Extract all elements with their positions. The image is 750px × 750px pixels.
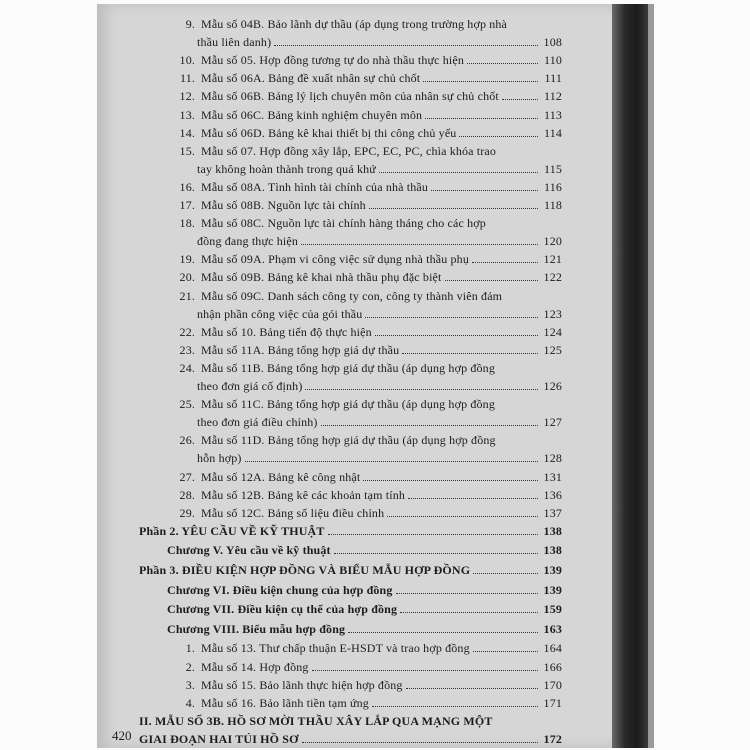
toc-entry-number: 25. bbox=[179, 397, 195, 412]
toc-entry-line bbox=[167, 622, 562, 637]
toc-page-number: 113 bbox=[543, 107, 562, 122]
toc-entry-line bbox=[173, 270, 562, 285]
dot-leader bbox=[408, 498, 538, 499]
toc-entry-title: Mẫu số 06B. Bảng lý lịch chuyên môn của nhân sự chủ chốt bbox=[201, 89, 499, 104]
dot-leader bbox=[459, 136, 538, 137]
toc-entry-line bbox=[167, 602, 562, 617]
toc-entry-number: 20. bbox=[179, 270, 195, 285]
toc-entry-line bbox=[173, 433, 496, 448]
toc-entry-title: Mẫu số 06C. Bảng kinh nghiệm chuyên môn bbox=[201, 107, 423, 122]
toc-entry-title: Mẫu số 10. Bảng tiến độ thực hiện bbox=[201, 324, 372, 339]
book-spine-shadow bbox=[612, 4, 648, 748]
toc-entry-line bbox=[197, 415, 562, 430]
toc-entry-title: Mẫu số 09C. Danh sách công ty con, công ty thành viên đảm bbox=[201, 288, 503, 303]
toc-entry-line bbox=[173, 325, 562, 340]
toc-entry-line bbox=[197, 451, 562, 466]
dot-leader bbox=[425, 118, 538, 119]
toc-entry-title: đồng đang thực hiện bbox=[197, 234, 299, 249]
toc-entry-title: Mẫu số 15. Bảo lãnh thực hiện hợp đồng bbox=[201, 677, 403, 692]
dot-leader bbox=[348, 632, 538, 633]
toc-entry-number: 28. bbox=[179, 487, 195, 502]
toc-entry-line bbox=[167, 583, 562, 598]
dot-leader bbox=[445, 280, 538, 281]
toc-entry-line bbox=[173, 641, 562, 656]
toc-entry-number: 19. bbox=[179, 252, 195, 267]
toc-entry-title: Chương VIII. Biểu mẫu hợp đồng bbox=[167, 621, 346, 636]
toc-entry-title: Mẫu số 06A. Bảng đề xuất nhân sự chủ chốt bbox=[201, 71, 421, 86]
dot-leader bbox=[321, 425, 538, 426]
toc-entry-number: 11. bbox=[179, 71, 195, 86]
toc-entry-title: Mẫu số 11B. Bảng tổng hợp giá dự thầu (áp dụng hợp đồng bbox=[201, 360, 495, 375]
toc-entry-number: 13. bbox=[179, 107, 195, 122]
dot-leader bbox=[369, 208, 538, 209]
toc-entry-title: Mẫu số 12C. Bảng số liệu điều chỉnh bbox=[201, 505, 385, 520]
toc-page-number: 136 bbox=[543, 487, 562, 502]
toc-entry-title: nhận phần công việc của gói thầu bbox=[197, 306, 363, 321]
toc-page-number: 125 bbox=[543, 342, 562, 357]
dot-leader bbox=[328, 534, 538, 535]
dot-leader bbox=[423, 81, 538, 82]
toc-entry-line bbox=[173, 343, 562, 358]
toc-entry-number: 21. bbox=[179, 288, 195, 303]
toc-entry-line bbox=[173, 397, 495, 412]
toc-entry-number: 26. bbox=[179, 433, 195, 448]
toc-entry-line bbox=[197, 307, 562, 322]
toc-page-number: 127 bbox=[543, 415, 562, 430]
toc-entry-number: 18. bbox=[179, 216, 195, 231]
toc-page-number: 116 bbox=[543, 179, 562, 194]
dot-leader bbox=[473, 651, 538, 652]
toc-page-number: 118 bbox=[543, 198, 562, 212]
toc-entry-title: Mẫu số 12A. Bảng kê công nhật bbox=[201, 469, 361, 484]
dot-leader bbox=[472, 262, 538, 263]
toc-page-number: 170 bbox=[543, 677, 562, 692]
toc-entry-line bbox=[173, 678, 562, 693]
toc-page-number: 137 bbox=[543, 505, 562, 520]
page-number: 420 bbox=[112, 728, 132, 743]
toc-entry-title: GIAI ĐOẠN HAI TÚI HỒ SƠ bbox=[139, 731, 299, 746]
toc-entry-line bbox=[173, 89, 562, 104]
toc-entry-line bbox=[173, 470, 562, 485]
dot-leader bbox=[365, 317, 538, 318]
toc-entry-title: Mẫu số 05. Hợp đồng tương tự do nhà thầu thực hiện bbox=[201, 53, 465, 68]
toc-entry-number: 15. bbox=[179, 143, 195, 158]
toc-entry-line bbox=[197, 35, 562, 50]
toc-entry-number: 9. bbox=[185, 17, 195, 31]
toc-entry-title: theo đơn giá cố định) bbox=[197, 379, 303, 393]
toc-entry-line bbox=[173, 696, 562, 711]
toc-entry-number: 1. bbox=[185, 641, 195, 656]
dot-leader bbox=[431, 190, 538, 191]
dot-leader bbox=[245, 461, 538, 462]
toc-page-number: 164 bbox=[543, 641, 562, 656]
page-edges bbox=[648, 4, 654, 748]
toc-entry-title: Mẫu số 13. Thư chấp thuận E-HSDT và trao hợp đồng bbox=[201, 641, 470, 656]
toc-entry-number: 22. bbox=[179, 324, 195, 339]
toc-entry-title: Mẫu số 08A. Tình hình tài chính của nhà thầu bbox=[201, 179, 429, 194]
toc-entry-title: Mẫu số 06D. Bảng kê khai thiết bị thi công chủ yếu bbox=[201, 125, 457, 140]
toc-entry-line bbox=[139, 524, 562, 539]
toc-page-number: 124 bbox=[543, 324, 562, 339]
toc-entry-title: Chương V. Yêu cầu về kỹ thuật bbox=[167, 543, 331, 558]
toc-entry-number: 2. bbox=[185, 659, 195, 674]
toc-entry-line bbox=[197, 162, 562, 177]
toc-page-number: 139 bbox=[543, 582, 562, 597]
toc-entry-line bbox=[173, 17, 507, 32]
toc-entry-line bbox=[173, 180, 562, 195]
dot-leader bbox=[379, 172, 538, 173]
toc-entry-title: II. MẪU SỐ 3B. HỒ SƠ MỜI THẦU XÂY LẮP QUA MẠNG MỘT bbox=[139, 713, 493, 728]
toc-page-number: 122 bbox=[543, 270, 562, 285]
toc-entry-line bbox=[173, 361, 495, 376]
toc-entry-line bbox=[173, 216, 486, 231]
dot-leader bbox=[375, 335, 538, 336]
dot-leader bbox=[334, 553, 538, 554]
toc-entry-number: 10. bbox=[179, 53, 195, 68]
toc-entry-line bbox=[173, 488, 562, 503]
toc-page-number: 126 bbox=[543, 379, 562, 393]
toc-page-number: 114 bbox=[543, 125, 562, 140]
toc-entry-number: 14. bbox=[179, 125, 195, 140]
toc-entry-line bbox=[167, 543, 562, 558]
dot-leader bbox=[301, 244, 538, 245]
toc-entry-title: Mẫu số 11C. Bảng tổng hợp giá dự thầu (áp dụng hợp đồng bbox=[201, 397, 495, 412]
toc-entry-title: thầu liên danh) bbox=[197, 35, 272, 50]
toc-entry-title: Mẫu số 07. Hợp đồng xây lắp, EPC, EC, PC, chìa khóa trao bbox=[201, 143, 497, 158]
toc-entry-line bbox=[173, 660, 562, 675]
toc-entry-number: 24. bbox=[179, 360, 195, 375]
toc-page-number: 171 bbox=[543, 695, 562, 710]
toc-entry-title: Mẫu số 14. Hợp đồng bbox=[201, 659, 309, 674]
toc-page-number: 120 bbox=[543, 234, 562, 249]
toc-page-number: 138 bbox=[543, 543, 562, 558]
toc-entry-line bbox=[173, 289, 502, 304]
dot-leader bbox=[363, 480, 538, 481]
dot-leader bbox=[274, 45, 538, 46]
dot-leader bbox=[372, 706, 538, 707]
toc-entry-title: Mẫu số 11D. Bảng tổng hợp giá dự thầu (áp dụng hợp đồng bbox=[201, 433, 496, 448]
dot-leader bbox=[302, 742, 538, 743]
toc-page-number: 121 bbox=[543, 252, 562, 267]
toc-entry-number: 29. bbox=[179, 505, 195, 520]
toc-entry-line bbox=[139, 714, 493, 729]
dot-leader bbox=[473, 573, 538, 574]
toc-page-number: 159 bbox=[543, 602, 562, 617]
dot-leader bbox=[502, 99, 538, 100]
toc-entry-number: 27. bbox=[179, 469, 195, 484]
toc-page-number: 115 bbox=[543, 161, 562, 176]
toc-page-number: 131 bbox=[543, 469, 562, 484]
toc-entry-title: Chương VII. Điều kiện cụ thể của hợp đồng bbox=[167, 602, 398, 617]
toc-entry-title: Phần 2. YÊU CẦU VỀ KỸ THUẬT bbox=[139, 523, 325, 538]
toc-entry-number: 16. bbox=[179, 179, 195, 194]
toc-entry-title: Mẫu số 08C. Nguồn lực tài chính hàng tháng cho các hợp bbox=[201, 216, 486, 231]
toc-entry-title: theo đơn giá điều chỉnh) bbox=[197, 415, 318, 430]
toc-entry-line bbox=[173, 252, 562, 267]
toc-entry-line bbox=[139, 563, 562, 578]
toc-page-number: 128 bbox=[543, 451, 562, 466]
toc-entry-title: Mẫu số 11A. Bảng tổng hợp giá dự thầu bbox=[201, 342, 400, 357]
toc-entry-title: tay không hoàn thành trong quá khứ bbox=[197, 161, 376, 176]
toc-page-number: 166 bbox=[543, 659, 562, 674]
toc-entry-number: 23. bbox=[179, 342, 195, 357]
toc-entry-line bbox=[173, 53, 562, 68]
toc-entry-title: Mẫu số 16. Bảo lãnh tiền tạm ứng bbox=[201, 695, 369, 710]
dot-leader bbox=[396, 593, 538, 594]
toc-entry-line bbox=[173, 198, 562, 213]
toc-page-number: 163 bbox=[543, 621, 562, 636]
toc-entry-title: Chương VI. Điều kiện chung của hợp đồng bbox=[167, 582, 393, 597]
toc-entry-title: Mẫu số 08B. Nguồn lực tài chính bbox=[201, 198, 366, 212]
toc-page-number: 108 bbox=[543, 35, 562, 50]
toc-page-number: 172 bbox=[543, 731, 562, 746]
toc-page-number: 123 bbox=[543, 306, 562, 321]
toc-entry-line bbox=[173, 126, 562, 141]
toc-entry-line bbox=[173, 108, 562, 123]
dot-leader bbox=[400, 612, 538, 613]
toc-entry-title: Phần 3. ĐIỀU KIỆN HỢP ĐỒNG VÀ BIỂU MẪU HỢP ĐỒNG bbox=[139, 563, 471, 577]
toc-entry-line bbox=[173, 144, 496, 159]
toc-entry-number: 3. bbox=[185, 677, 195, 692]
toc-page-number: 111 bbox=[544, 71, 562, 86]
book-page bbox=[97, 4, 622, 748]
toc-entry-title: hỗn hợp) bbox=[197, 451, 242, 466]
toc-entry-title: Mẫu số 04B. Bảo lãnh dự thầu (áp dụng trong trường hợp nhà bbox=[201, 17, 508, 31]
dot-leader bbox=[402, 353, 538, 354]
toc-entry-line bbox=[139, 732, 562, 747]
dot-leader bbox=[387, 516, 538, 517]
toc-entry-title: Mẫu số 09A. Phạm vi công việc sử dụng nhà thầu phụ bbox=[201, 252, 469, 267]
toc-entry-line bbox=[197, 379, 562, 394]
toc-entry-line bbox=[197, 234, 562, 249]
toc-entry-line bbox=[173, 506, 562, 521]
toc-page-number: 138 bbox=[543, 523, 562, 538]
toc-entry-number: 17. bbox=[179, 198, 195, 212]
dot-leader bbox=[305, 389, 538, 390]
dot-leader bbox=[406, 688, 538, 689]
toc-entry-number: 4. bbox=[185, 695, 195, 710]
dot-leader bbox=[312, 670, 538, 671]
toc-page-number: 110 bbox=[543, 53, 562, 68]
toc-entry-title: Mẫu số 09B. Bảng kê khai nhà thầu phụ đặc biệt bbox=[201, 270, 442, 285]
dot-leader bbox=[467, 63, 538, 64]
toc-entry-number: 12. bbox=[179, 89, 195, 104]
toc-entry-title: Mẫu số 12B. Bảng kê các khoản tạm tính bbox=[201, 487, 405, 502]
toc-page-number: 112 bbox=[543, 89, 562, 104]
toc-entry-line bbox=[173, 71, 562, 86]
toc-page-number: 139 bbox=[543, 563, 562, 577]
